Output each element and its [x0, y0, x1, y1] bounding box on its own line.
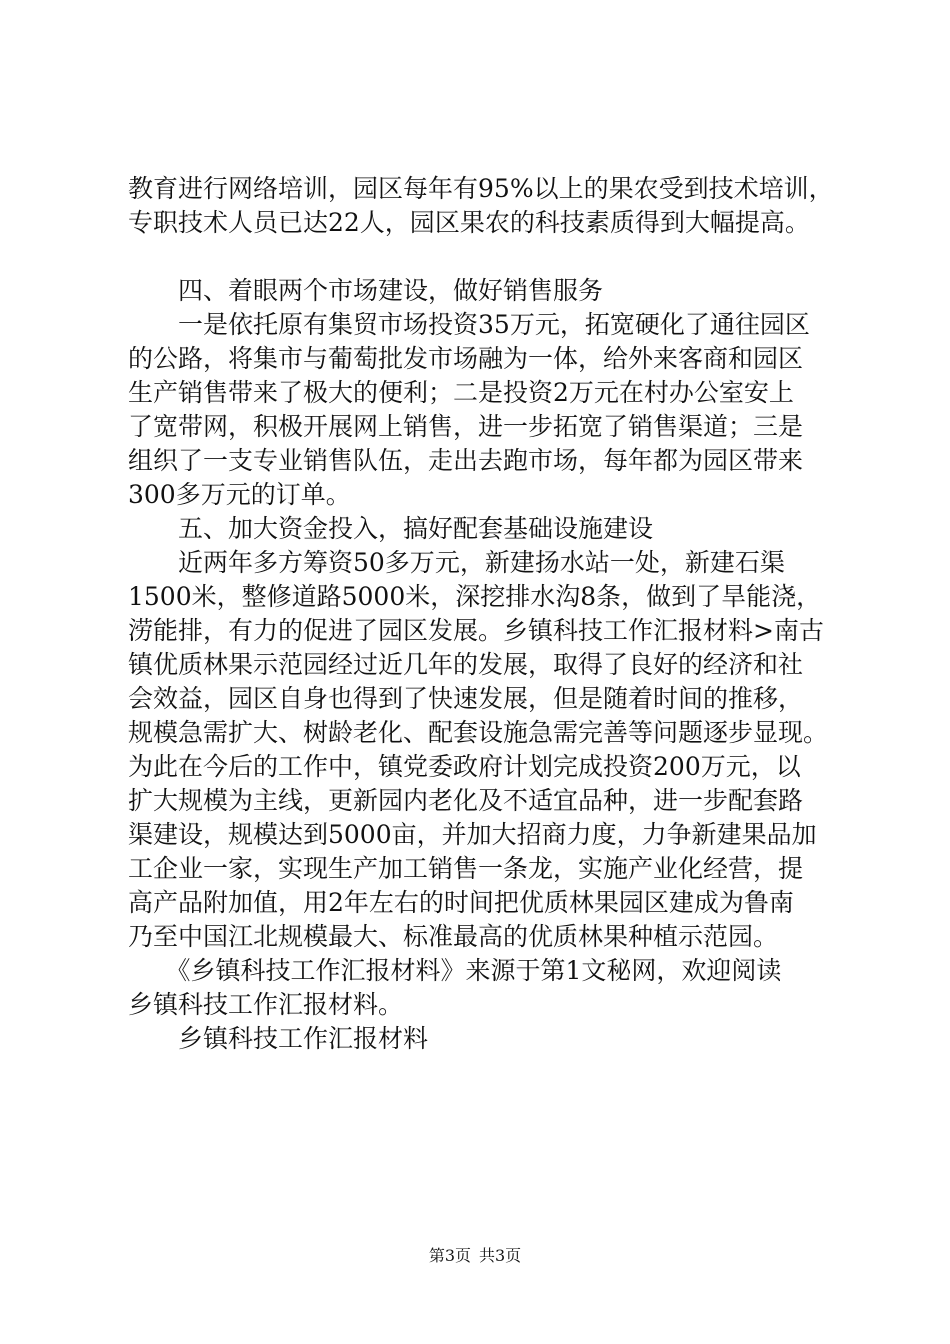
page-footer: [0, 1244, 950, 1268]
text-line: 工企业一家，实现生产加工销售一条龙，实施产业化经营，提: [128, 854, 804, 883]
text-line: 高产品附加值，用2年左右的时间把优质林果园区建成为鲁南: [128, 888, 794, 917]
text-line: 教育进行网络培训，园区每年有95%以上的果农受到技术培训，: [128, 174, 834, 203]
text-line: 扩大规模为主线，更新园内老化及不适宜品种，进一步配套路: [128, 786, 804, 815]
text-line: 一是依托原有集贸市场投资35万元，拓宽硬化了通往园区: [128, 310, 810, 339]
text-line: 渠建设，规模达到5000亩，并加大招商力度，力争新建果品加: [128, 820, 817, 849]
text-line: 生产销售带来了极大的便利；二是投资2万元在村办公室安上: [128, 378, 794, 407]
text-line: 会效益，园区自身也得到了快速发展，但是随着时间的推移，: [128, 684, 804, 713]
text-line: 《乡镇科技工作汇报材料》来源于第1文秘网，欢迎阅读: [128, 956, 782, 985]
text-line: 专职技术人员已达22人，园区果农的科技素质得到大幅提高。: [128, 208, 810, 237]
text-line: 涝能排，有力的促进了园区发展。乡镇科技工作汇报材料>南古: [128, 616, 824, 645]
text-line: 的公路，将集市与葡萄批发市场融为一体，给外来客商和园区: [128, 344, 804, 373]
text-line: 规模急需扩大、树龄老化、配套设施急需完善等问题逐步显现。: [128, 718, 829, 747]
text-line: 1500米，整修道路5000米，深挖排水沟8条，做到了旱能浇，: [128, 582, 822, 611]
text-line: 近两年多方筹资50多万元，新建扬水站一处，新建石渠: [128, 548, 785, 577]
text-line: 组织了一支专业销售队伍，走出去跑市场，每年都为园区带来: [128, 446, 804, 475]
document-body: [128, 172, 840, 1056]
text-line: 乡镇科技工作汇报材料: [128, 1024, 429, 1053]
text-line: 四、着眼两个市场建设，做好销售服务: [128, 276, 604, 305]
text-line: 300多万元的订单。: [128, 480, 351, 509]
text-line: 五、加大资金投入，搞好配套基础设施建设: [128, 514, 654, 543]
blank-line: [128, 240, 840, 274]
text-line: 乃至中国江北规模最大、标准最高的优质林果种植示范园。: [128, 922, 779, 951]
text-line: 为此在今后的工作中，镇党委政府计划完成投资200万元，以: [128, 752, 801, 781]
page-number-current: 第3页: [428, 1246, 471, 1265]
text-line: 镇优质林果示范园经过近几年的发展，取得了良好的经济和社: [128, 650, 804, 679]
page-number-total: 共3页: [479, 1246, 522, 1265]
text-line: 了宽带网，积极开展网上销售，进一步拓宽了销售渠道；三是: [128, 412, 804, 441]
text-line: 乡镇科技工作汇报材料。: [128, 990, 404, 1019]
